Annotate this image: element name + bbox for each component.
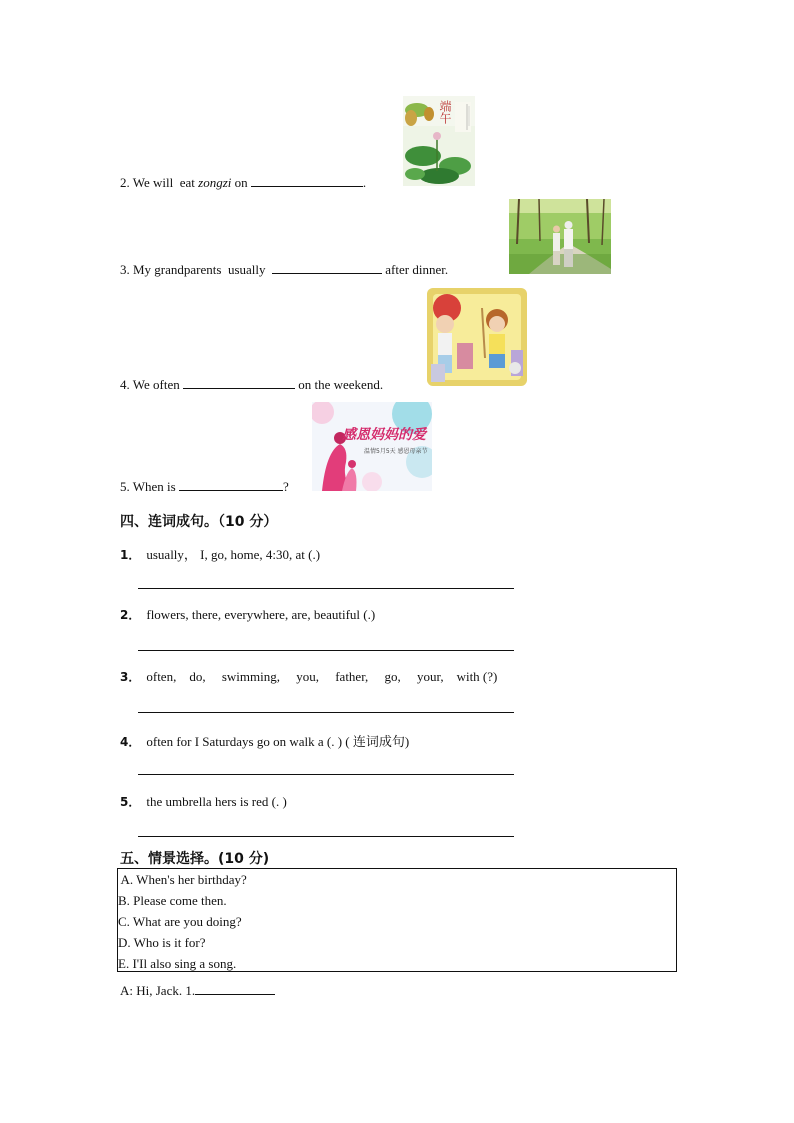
option-e: E. I'Il also sing a song.	[118, 956, 237, 971]
dragon-boat-picture	[403, 96, 475, 186]
fill-item-4	[120, 377, 383, 393]
answer-blank[interactable]	[251, 175, 363, 187]
grandparents-walking-picture	[509, 199, 611, 274]
fill-item-4-text: 4. We often	[120, 377, 183, 392]
reorder-item-3	[120, 668, 497, 685]
fill-item-2-text: 2. We will eat	[120, 175, 199, 190]
dialogue-line-1	[120, 983, 275, 999]
dragon-boat-label: 端午	[438, 100, 452, 124]
reorder-item-5	[120, 793, 287, 810]
item-number: 3．	[120, 670, 141, 684]
fill-item-5	[120, 479, 289, 495]
fill-item-2-post: on	[231, 175, 248, 190]
item-number: 4．	[120, 735, 141, 749]
answer-blank[interactable]	[195, 983, 275, 995]
option-b: B. Please come then.	[118, 893, 227, 908]
answer-blank[interactable]	[272, 262, 382, 274]
option-a: A. When's her birthday?	[118, 872, 247, 887]
fill-item-3-text: 3. My grandparents usually	[120, 262, 273, 277]
fill-item-3-post: after	[382, 262, 413, 277]
option-c: C. What are you doing?	[118, 914, 242, 929]
reorder-words: often, do, swimming, you, father, go, your, with (?)	[146, 669, 498, 684]
answer-line[interactable]	[138, 836, 514, 837]
fill-item-5-text: 5. When is	[120, 479, 179, 494]
reorder-item-4	[120, 731, 409, 750]
reorder-words: often for I Saturdays go on walk a (. ) ( 连词成句)	[146, 734, 410, 749]
answer-blank[interactable]	[183, 377, 295, 389]
option-d: D. Who is it for?	[118, 935, 206, 950]
fill-item-4-end: on the weekend.	[294, 377, 384, 392]
dialogue-text: A: Hi, Jack. 1.	[120, 983, 196, 998]
fill-item-5-end: ?	[282, 479, 289, 494]
reorder-words: the umbrella hers is red (. )	[146, 794, 287, 809]
answer-blank[interactable]	[179, 479, 283, 491]
mothers-day-subtitle: 温情5月5天 感恩母亲节	[364, 448, 428, 455]
item-number: 2．	[120, 608, 141, 622]
answer-line[interactable]	[138, 774, 514, 775]
answer-line[interactable]	[138, 712, 514, 713]
reorder-words: usually， I, go, home, 4:30, at (.)	[146, 547, 321, 562]
reorder-words: flowers, there, everywhere, are, beautiful (.)	[146, 607, 376, 622]
fill-item-2-end: .	[362, 175, 367, 190]
item-number: 1．	[120, 548, 141, 562]
reorder-item-2	[120, 606, 375, 623]
fill-item-3	[120, 262, 448, 278]
section-4-heading: 四、连词成句。（10 分）	[120, 514, 278, 530]
mothers-day-picture	[312, 402, 432, 491]
answer-line[interactable]	[138, 650, 514, 651]
children-cleaning-picture	[427, 288, 527, 386]
item-number: 5．	[120, 795, 141, 809]
reorder-item-1	[120, 544, 320, 563]
section-5-heading: 五、情景选择。(10 分)	[120, 851, 270, 867]
fill-item-3-end: dinner.	[412, 262, 449, 277]
zongzi-word: zongzi	[198, 175, 232, 190]
mothers-day-title: 感恩妈妈的爱	[342, 427, 426, 443]
fill-item-2	[120, 175, 366, 191]
answer-line[interactable]	[138, 588, 514, 589]
